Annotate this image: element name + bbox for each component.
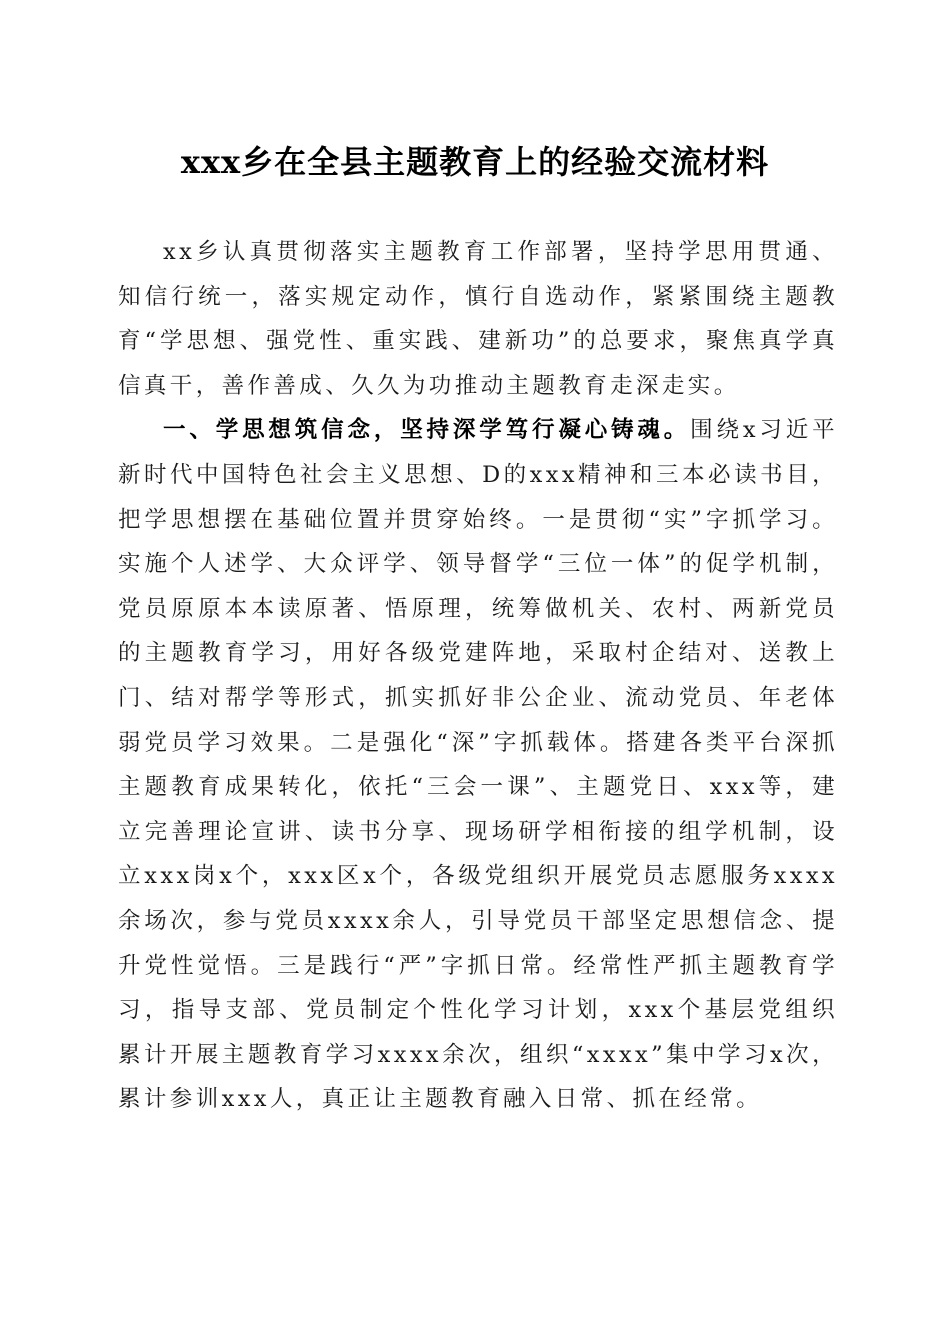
section-1-body: 围绕x习近平新时代中国特色社会主义思想、D的xxx精神和三本必读书目，把学思想摆在基础位置并贯穿始终。一是贯彻“实”字抓学习。实施个人述学、大众评学、领导督学“三位一体”的促学机制，党员原原本本读原著、悟原理，统筹做机关、农村、两新党员的主题教育学习，用好各级党建阵地，采取村企结对、送教上门、结对帮学等形式，抓实抓好非公企业、流动党员、年老体弱党员学习效果。二是强化“深”字抓载体。搭建各类平台深抓主题教育成果转化，依托“三会一课”、主题党日、xxx等，建立完善理论宣讲、读书分享、现场研学相衔接的组学机制，设立xxx岗x个，xxx区x个，各级党组织开展党员志愿服务xxxx余场次，参与党员xxxx余人，引导党员干部坚定思想信念、提升党性觉悟。三是践行“严”字抓日常。经常性严抓主题教育学习，指导支部、党员制定个性化学习计划，xxx个基层党组织累计开展主题教育学习xxxx余次，组织“xxxx”集中学习x次，累计参训xxx人，真正让主题教育融入日常、抓在经常。 bbox=[118, 417, 838, 1113]
intro-paragraph: xx乡认真贯彻落实主题教育工作部署，坚持学思用贯通、知信行统一，落实规定动作，慎行自选动作，紧紧围绕主题教育“学思想、强党性、重实践、建新功”的总要求，聚焦真学真信真干，善作善成、久久为功推动主题教育走深走实。 bbox=[118, 239, 838, 399]
document-body bbox=[118, 230, 838, 1122]
document-title: xxx乡在全县主题教育上的经验交流材料 bbox=[180, 143, 770, 181]
section-1-paragraph bbox=[118, 408, 838, 1122]
section-1-heading: 一、学思想筑信念，坚持深学笃行凝心铸魂。 bbox=[163, 417, 691, 444]
